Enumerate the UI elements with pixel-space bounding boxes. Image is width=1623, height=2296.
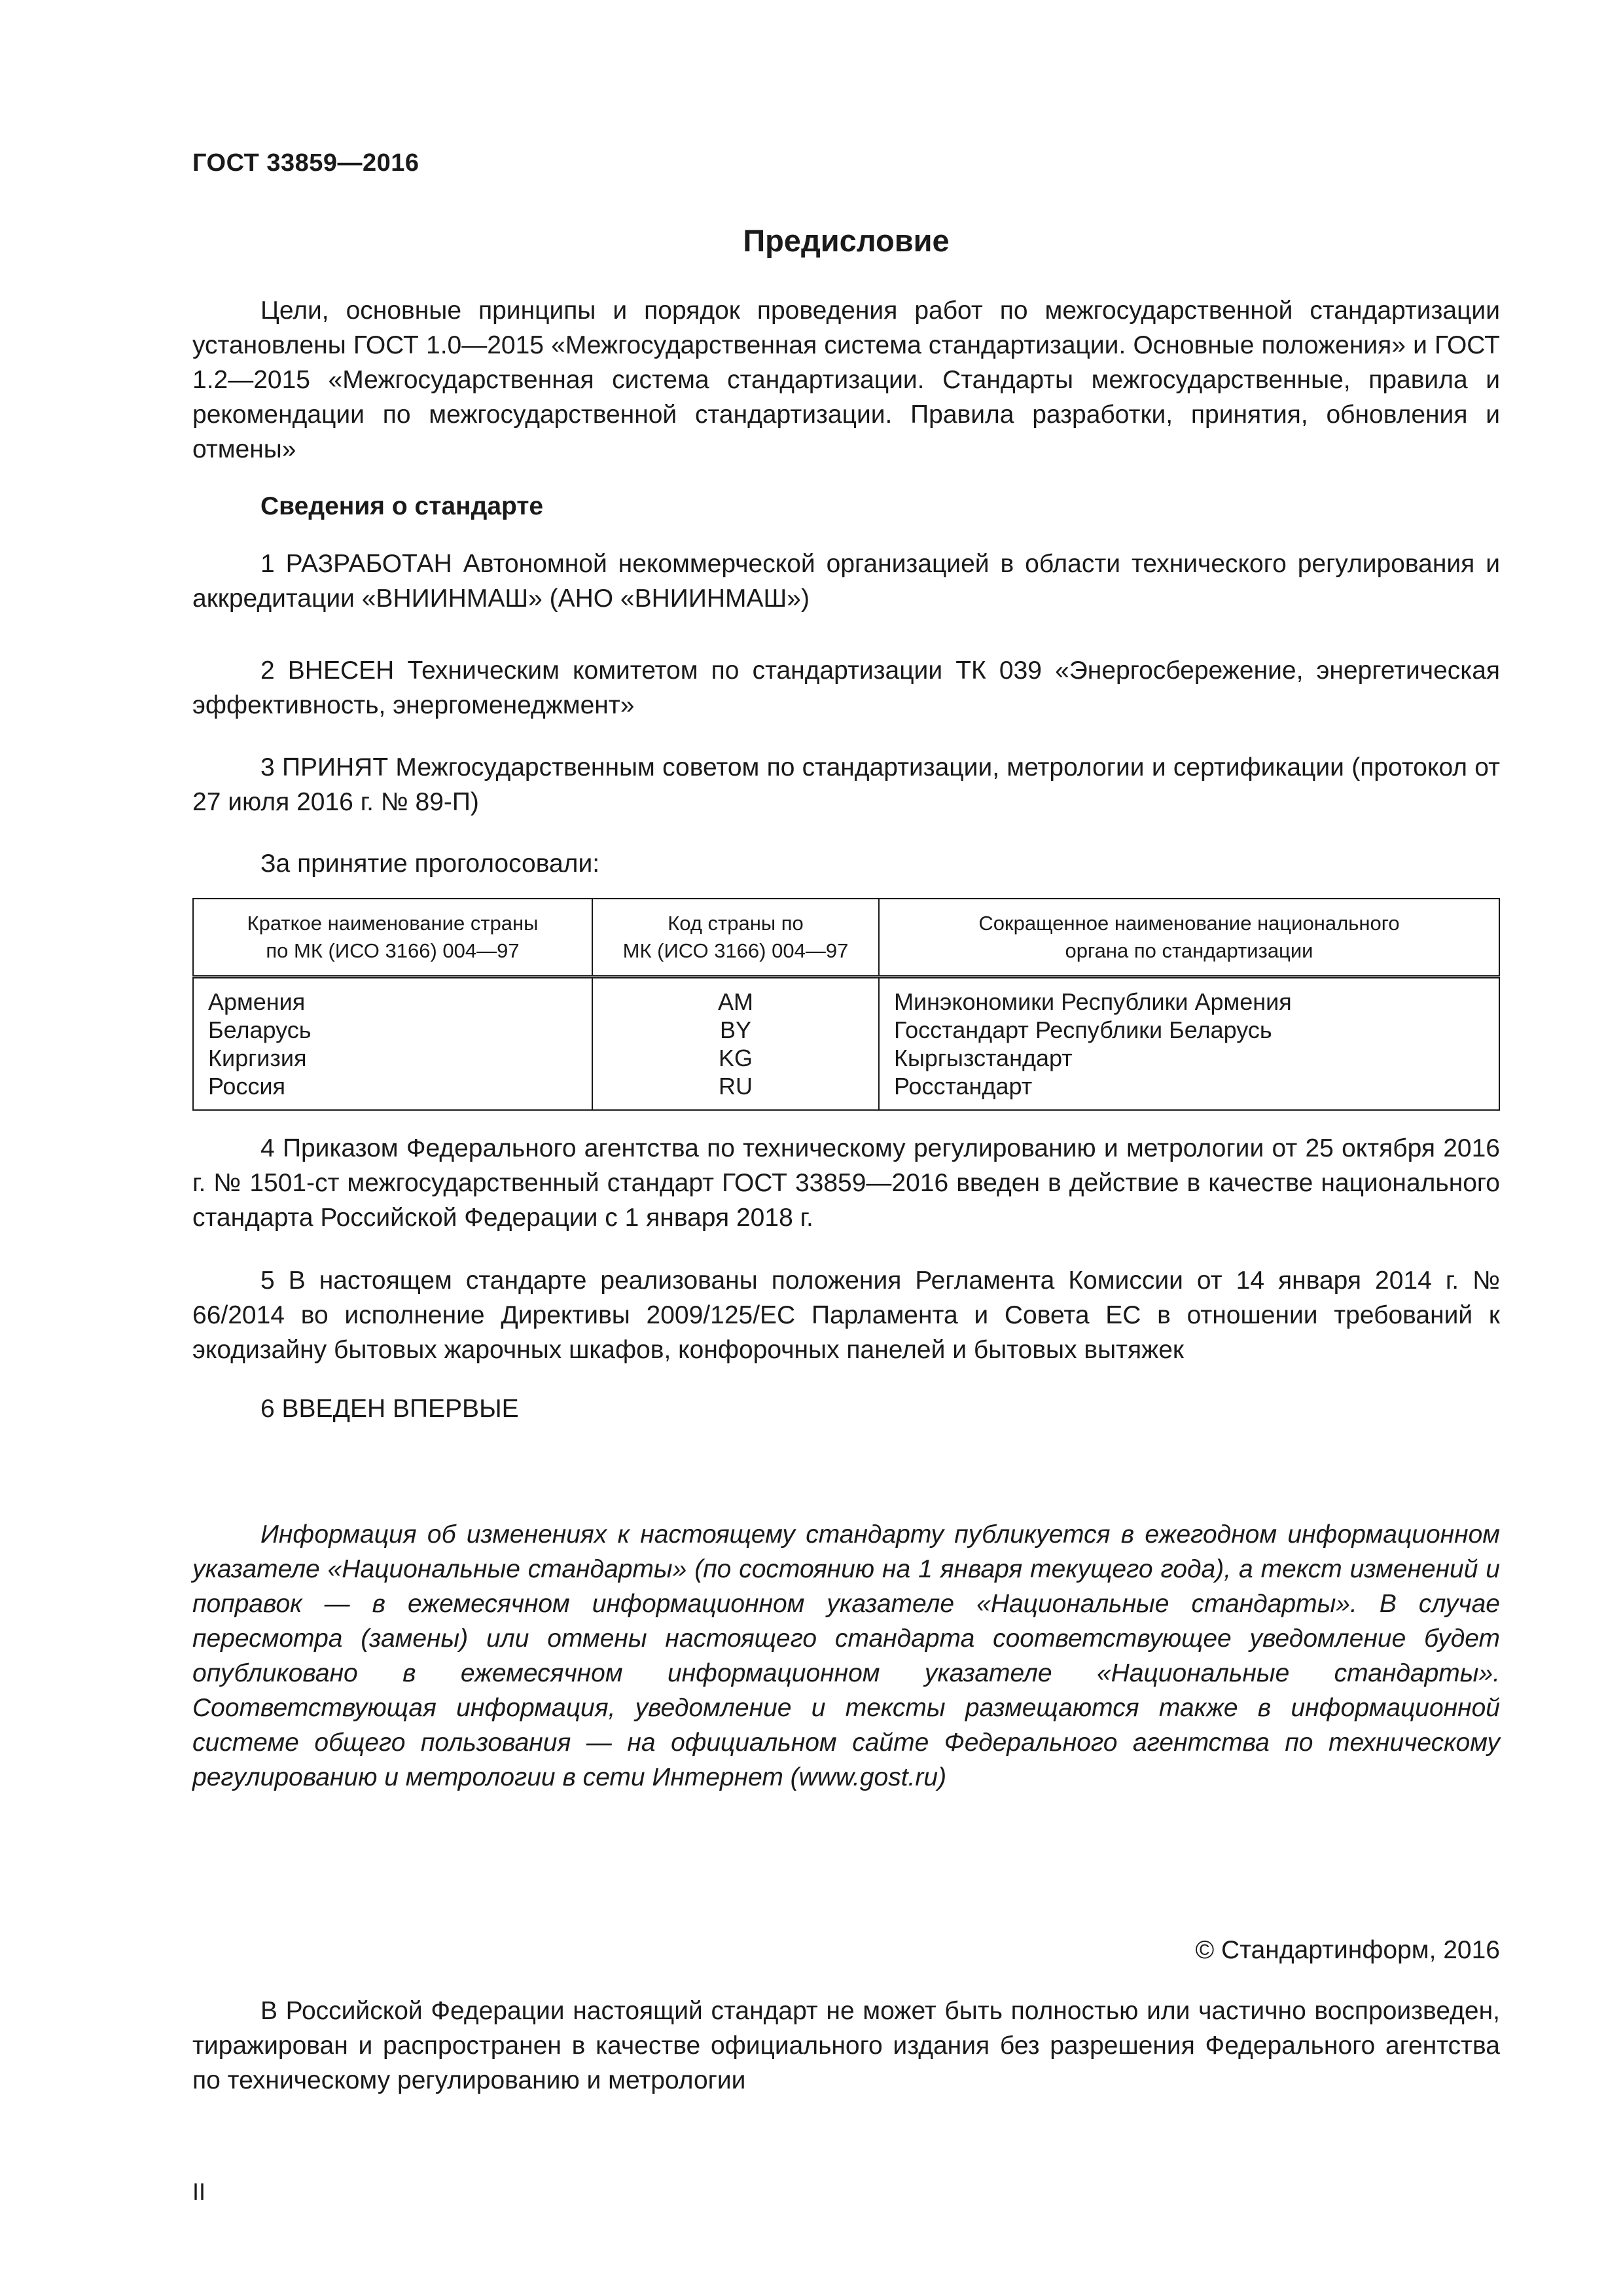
body-cell: Минэкономики Республики Армения [879,977,1499,1016]
changes-notice: Информация об изменениях к настоящему стандарту публикуется в ежегодном информационном указателе «Национальные стандарты» (по состоянию на 1 января текущего года), а текст изменений и поправок — в ежемесячном информационном указателе «Национальные стандарты». В случае пересмотра (замены) или отмены настоящего стандарта соответствующее уведомление будет опубликовано в ежемесячном информационном указателе «Национальные стандарты». Соответствующая информация, уведомление и тексты размещаются также в информационной системе общего пользования — на официальном сайте Федерального агентства по техническому регулированию и метрологии в сети Интернет (www.gost.ru) [192,1520,1500,1791]
header-country-code: Код страны по МК (ИСО 3166) 004—97 [592,899,879,977]
code-cell: RU [592,1072,879,1110]
item-4-enacted: 4 Приказом Федерального агентства по техническому регулированию и метрологии от 25 октября 2016 г. № 1501-ст межгосударственный стандарт ГОСТ 33859—2016 введен в действие в качестве национального стандарта Российской Федерации с 1 января 2018 г. [192,1134,1500,1232]
table-row [193,1016,1499,1044]
standard-info-heading: Сведения о стандарте [260,492,544,520]
item-5-regulation: 5 В настоящем стандарте реализованы положения Регламента Комиссии от 14 января 2014 г. № 66/2014 во исполнение Директивы 2009/125/ЕС Парламента и Совета ЕС в отношении требований к экодизайну бытовых жарочных шкафов, конфорочных панелей и бытовых вытяжек [192,1266,1500,1364]
voted-label: За принятие проголосовали: [260,850,600,878]
copyright-notice: © Стандартинформ, 2016 [1195,1936,1500,1964]
table-header-row [193,899,1499,977]
body-cell: Росстандарт [879,1072,1499,1110]
code-cell: KG [592,1044,879,1072]
code-cell: AM [592,977,879,1016]
document-code: ГОСТ 33859—2016 [192,149,419,177]
country-cell: Россия [193,1072,592,1110]
country-cell: Армения [193,977,592,1016]
item-6-first-introduced: 6 ВВЕДЕН ВПЕРВЫЕ [260,1395,519,1423]
item-2-submitted: 2 ВНЕСЕН Техническим комитетом по стандартизации ТК 039 «Энергосбережение, энергетическая эффективность, энергоменеджмент» [192,656,1500,719]
code-cell: BY [592,1016,879,1044]
member-states-table [192,898,1500,1111]
body-cell: Кыргызстандарт [879,1044,1499,1072]
header-country-name: Краткое наименование страны по МК (ИСО 3166) 004—97 [193,899,592,977]
table-row [193,1044,1499,1072]
reproduction-rights-notice: В Российской Федерации настоящий стандарт не может быть полностью или частично воспроизведен, тиражирован и распространен в качестве официального издания без разрешения Федерального агентства по техническому регулированию и метрологии [192,1997,1500,2094]
item-1-developed: 1 РАЗРАБОТАН Автономной некоммерческой организацией в области технического регулирования и аккредитации «ВНИИНМАШ» (АНО «ВНИИНМАШ») [192,550,1500,613]
table-row [193,977,1499,1016]
page-number: II [192,2178,206,2205]
table-row [193,1072,1499,1110]
preface-intro: Цели, основные принципы и порядок проведения работ по межгосударственной стандартизации установлены ГОСТ 1.0—2015 «Межгосударственная система стандартизации. Основные положения» и ГОСТ 1.2—2015 «Межгосударственная система стандартизации. Стандарты межгосударственные, правила и рекомендации по межгосударственной стандартизации. Правила разработки, принятия, обновления и отмены» [192,296,1500,463]
body-cell: Госстандарт Республики Беларусь [879,1016,1499,1044]
country-cell: Беларусь [193,1016,592,1044]
preface-title: Предисловие [743,223,950,258]
header-standards-body: Сокращенное наименование национального органа по стандартизации [879,899,1499,977]
item-3-adopted: 3 ПРИНЯТ Межгосударственным советом по стандартизации, метрологии и сертификации (протокол от 27 июля 2016 г. № 89-П) [192,753,1500,816]
country-cell: Киргизия [193,1044,592,1072]
